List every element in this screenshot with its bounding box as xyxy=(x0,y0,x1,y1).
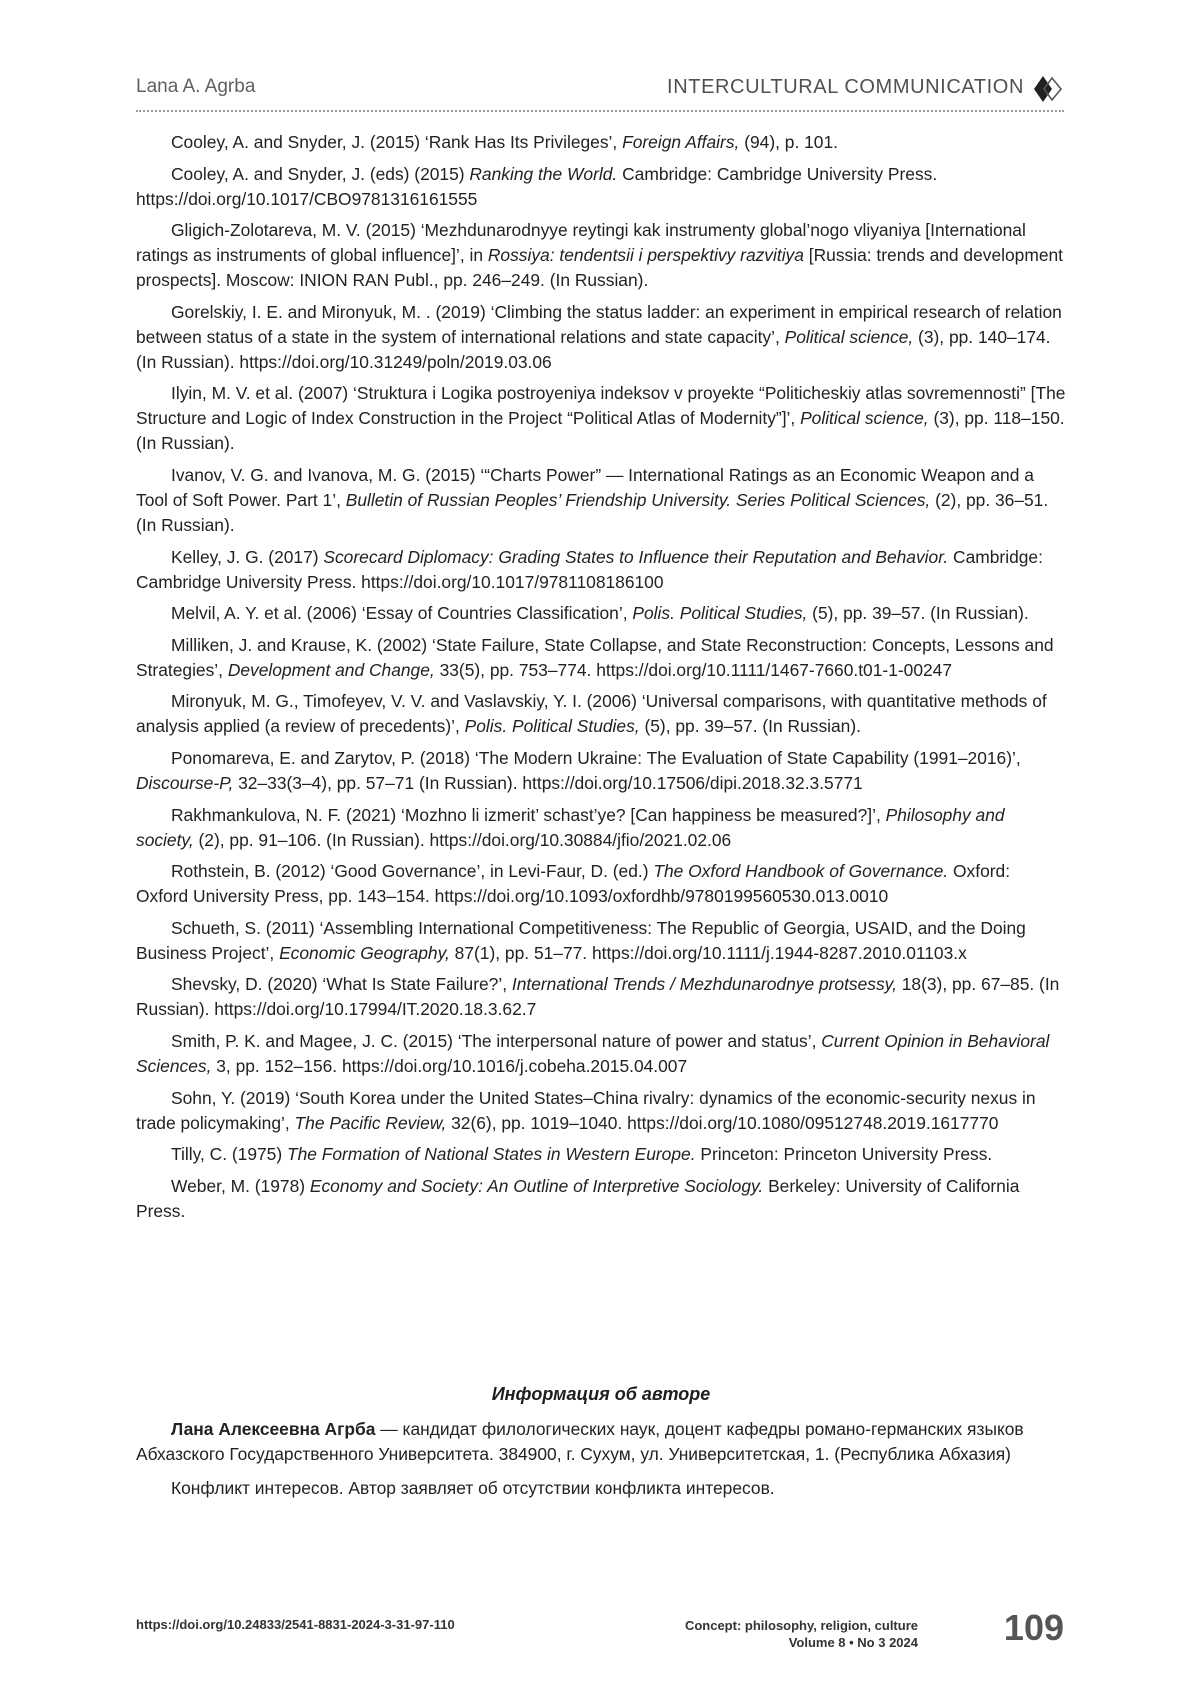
reference-entry xyxy=(136,972,1066,1022)
reference-italic-title: Discourse-P, xyxy=(136,772,234,793)
reference-text: Berkeley: University of California Press. xyxy=(136,1175,1020,1221)
conflict-of-interest: Конфликт интересов. Автор заявляет об отсутствии конфликта интересов. xyxy=(171,1478,775,1498)
reference-text: Cooley, A. and Snyder, J. (eds) (2015) xyxy=(171,163,470,184)
reference-italic-title: International Trends / Mezhdunarodnye protsessy, xyxy=(511,974,897,995)
reference-entry xyxy=(136,689,1066,739)
author-info-title: Информация об авторе xyxy=(491,1384,711,1404)
author-description: — кандидат филологических наук, доцент кафедры романо-германских языков Абхазского Государственного Университета. 384900, г. Сухум, ул. Университетская, 1. (Республика Абхазия) xyxy=(136,1419,1024,1464)
reference-italic-title: Rossiya: tendentsii i perspektivy razvitiya xyxy=(487,245,804,266)
page-footer xyxy=(136,1605,1064,1665)
author-info-paragraph xyxy=(136,1417,1066,1467)
reference-text: (2), pp. 36–51. (In Russian). xyxy=(136,489,1049,535)
reference-italic-title: Economy and Society: An Outline of Interpretive Sociology. xyxy=(309,1175,764,1196)
reference-entry xyxy=(136,162,1066,212)
reference-entry xyxy=(136,859,1066,909)
reference-text: Ivanov, V. G. and Ivanova, M. G. (2015) ‘“Charts Power” — International Ratings as an Economic Weapon and a Tool of Soft Power. Part 1’, xyxy=(136,464,1034,510)
running-header xyxy=(136,74,1064,112)
reference-text: (2), pp. 91–106. (In Russian). https://doi.org/10.30884/jfio/2021.02.06 xyxy=(193,829,732,850)
reference-italic-title: Economic Geography, xyxy=(279,942,450,963)
reference-text: Ponomareva, E. and Zarytov, P. (2018) ‘The Modern Ukraine: The Evaluation of State Capability (1991–2016)’, xyxy=(171,747,1021,768)
reference-text: Cooley, A. and Snyder, J. (2015) ‘Rank Has Its Privileges’, xyxy=(171,132,623,152)
reference-text: Milliken, J. and Krause, K. (2002) ‘State Failure, State Collapse, and State Reconstruction: Concepts, Lessons and Strategies’, xyxy=(136,634,1054,680)
reference-entry xyxy=(136,218,1066,293)
reference-entry xyxy=(136,463,1066,538)
reference-text: Sohn, Y. (2019) ‘South Korea under the United States–China rivalry: dynamics of the economic-security nexus in trade policymaking’, xyxy=(136,1087,1036,1133)
reference-text: (94), p. 101. xyxy=(739,132,838,152)
reference-text: Cambridge: Cambridge University Press. https://doi.org/10.1017/9781108186100 xyxy=(136,546,1043,592)
reference-entry xyxy=(136,300,1066,375)
reference-italic-title: Foreign Affairs, xyxy=(622,132,740,152)
footer-journal xyxy=(685,1617,918,1651)
reference-italic-title: Ranking the World. xyxy=(469,163,618,184)
header-section-title: INTERCULTURAL COMMUNICATION xyxy=(667,76,1024,98)
author-info-section xyxy=(136,1384,1066,1510)
reference-text: 87(1), pp. 51–77. https://doi.org/10.1111/j.1944-8287.2010.01103.x xyxy=(449,942,967,963)
reference-text: (5), pp. 39–57. (In Russian). xyxy=(639,716,861,737)
page-number: 109 xyxy=(1003,1607,1064,1648)
reference-entry xyxy=(136,1174,1066,1224)
reference-entry xyxy=(136,1086,1066,1136)
reference-text: Ilyin, M. V. et al. (2007) ‘Struktura i Logika postroyeniya indeksov v proyekte “Politicheskiy atlas sovremennosti” [The Structure and Logic of Index Construction in the Project “Political Atlas of Modernity”]’, xyxy=(136,383,1066,429)
reference-text: Shevsky, D. (2020) ‘What Is State Failure?’, xyxy=(171,974,512,995)
reference-entry xyxy=(136,130,1066,155)
header-author: Lana A. Agrba xyxy=(136,76,256,97)
reference-italic-title: Bulletin of Russian Peoples’ Friendship University. Series Political Sciences, xyxy=(345,489,931,510)
reference-text: Oxford: Oxford University Press, pp. 143–154. https://doi.org/10.1093/oxfordhb/9780199560530.013.0010 xyxy=(136,861,1011,907)
reference-text: Mironyuk, M. G., Timofeyev, V. V. and Vaslavskiy, Y. I. (2006) ‘Universal comparisons, with quantitative methods of analysis applied (a review of precedents)’, xyxy=(136,691,1047,737)
reference-italic-title: Political science, xyxy=(800,408,929,429)
reference-italic-title: The Formation of National States in Western Europe. xyxy=(286,1144,696,1165)
reference-italic-title: Scorecard Diplomacy: Grading States to Influence their Reputation and Behavior. xyxy=(323,546,949,567)
reference-entry xyxy=(136,803,1066,853)
reference-entry xyxy=(136,916,1066,966)
footer-journal-title: Concept: philosophy, religion, culture xyxy=(684,1618,918,1633)
reference-text: Weber, M. (1978) xyxy=(171,1175,310,1196)
reference-entry xyxy=(136,381,1066,456)
reference-entry xyxy=(136,545,1066,595)
reference-italic-title: The Pacific Review, xyxy=(294,1112,447,1133)
reference-text: (3), pp. 118–150. (In Russian). xyxy=(136,408,1065,454)
reference-italic-title: The Oxford Handbook of Governance. xyxy=(653,861,949,882)
reference-text: [Russia: trends and development prospects]. Moscow: INION RAN Publ., pp. 246–249. (In Russian). xyxy=(136,245,1064,291)
author-name: Лана Алексеевна Агрба xyxy=(171,1419,376,1439)
reference-italic-title: Current Opinion in Behavioral Sciences, xyxy=(136,1030,1050,1076)
reference-text: (5), pp. 39–57. (In Russian). xyxy=(807,603,1029,624)
reference-entry xyxy=(136,746,1066,796)
reference-text: Gorelskiy, I. E. and Mironyuk, M. . (2019) ‘Climbing the status ladder: an experiment in empirical research of relation between status of a state in the system of international relations and state capacity’, xyxy=(136,301,1062,347)
reference-list xyxy=(136,130,1066,1230)
footer-volume: Volume 8 • No 3 2024 xyxy=(788,1635,918,1650)
reference-text: Kelley, J. G. (2017) xyxy=(171,546,324,567)
reference-text: 18(3), pp. 67–85. (In Russian). https://doi.org/10.17994/IT.2020.18.3.62.7 xyxy=(136,974,1060,1020)
reference-text: (3), pp. 140–174. (In Russian). https://doi.org/10.31249/poln/2019.03.06 xyxy=(136,326,1051,372)
reference-text: Rothstein, B. (2012) ‘Good Governance’, in Levi-Faur, D. (ed.) xyxy=(171,861,654,882)
reference-italic-title: Development and Change, xyxy=(227,659,435,680)
reference-text: 32–33(3–4), pp. 57–71 (In Russian). https://doi.org/10.17506/dipi.2018.32.3.5771 xyxy=(233,772,863,793)
reference-text: Tilly, C. (1975) xyxy=(171,1144,287,1165)
reference-italic-title: Political science, xyxy=(784,326,914,347)
reference-text: Smith, P. K. and Magee, J. C. (2015) ‘The interpersonal nature of power and status’, xyxy=(171,1030,822,1051)
reference-entry xyxy=(136,1029,1066,1079)
reference-text: Princeton: Princeton University Press. xyxy=(695,1144,993,1165)
reference-text: Schueth, S. (2011) ‘Assembling International Competitiveness: The Republic of Georgia, USAID, and the Doing Business Project’, xyxy=(136,917,1026,963)
reference-text: Melvil, A. Y. et al. (2006) ‘Essay of Countries Classification’, xyxy=(171,603,633,624)
reference-entry xyxy=(136,633,1066,683)
reference-text: Gligich-Zolotareva, M. V. (2015) ‘Mezhdunarodnyye reytingi kak instrumenty global’nogo vliyaniya [International ratings as instruments of global influence]’, in xyxy=(136,220,1026,266)
diamond-icon xyxy=(1030,74,1064,104)
reference-entry xyxy=(136,601,1066,626)
reference-text: 32(6), pp. 1019–1040. https://doi.org/10.1080/09512748.2019.1617770 xyxy=(446,1112,999,1133)
reference-text: Cambridge: Cambridge University Press. https://doi.org/10.1017/CBO9781316161555 xyxy=(136,163,938,209)
reference-italic-title: Philosophy and society, xyxy=(136,804,1005,850)
footer-doi: https://doi.org/10.24833/2541-8831-2024-3-31-97-110 xyxy=(136,1617,455,1632)
reference-text: Rakhmankulova, N. F. (2021) ‘Mozhno li izmerit’ schast’ye? [Can happiness be measured?]’, xyxy=(171,804,886,825)
reference-entry xyxy=(136,1142,1066,1167)
reference-italic-title: Polis. Political Studies, xyxy=(464,716,640,737)
reference-text: 33(5), pp. 753–774. https://doi.org/10.1111/1467-7660.t01-1-00247 xyxy=(434,659,953,680)
reference-text: 3, pp. 152–156. https://doi.org/10.1016/j.cobeha.2015.04.007 xyxy=(211,1055,688,1076)
reference-italic-title: Polis. Political Studies, xyxy=(632,603,808,624)
